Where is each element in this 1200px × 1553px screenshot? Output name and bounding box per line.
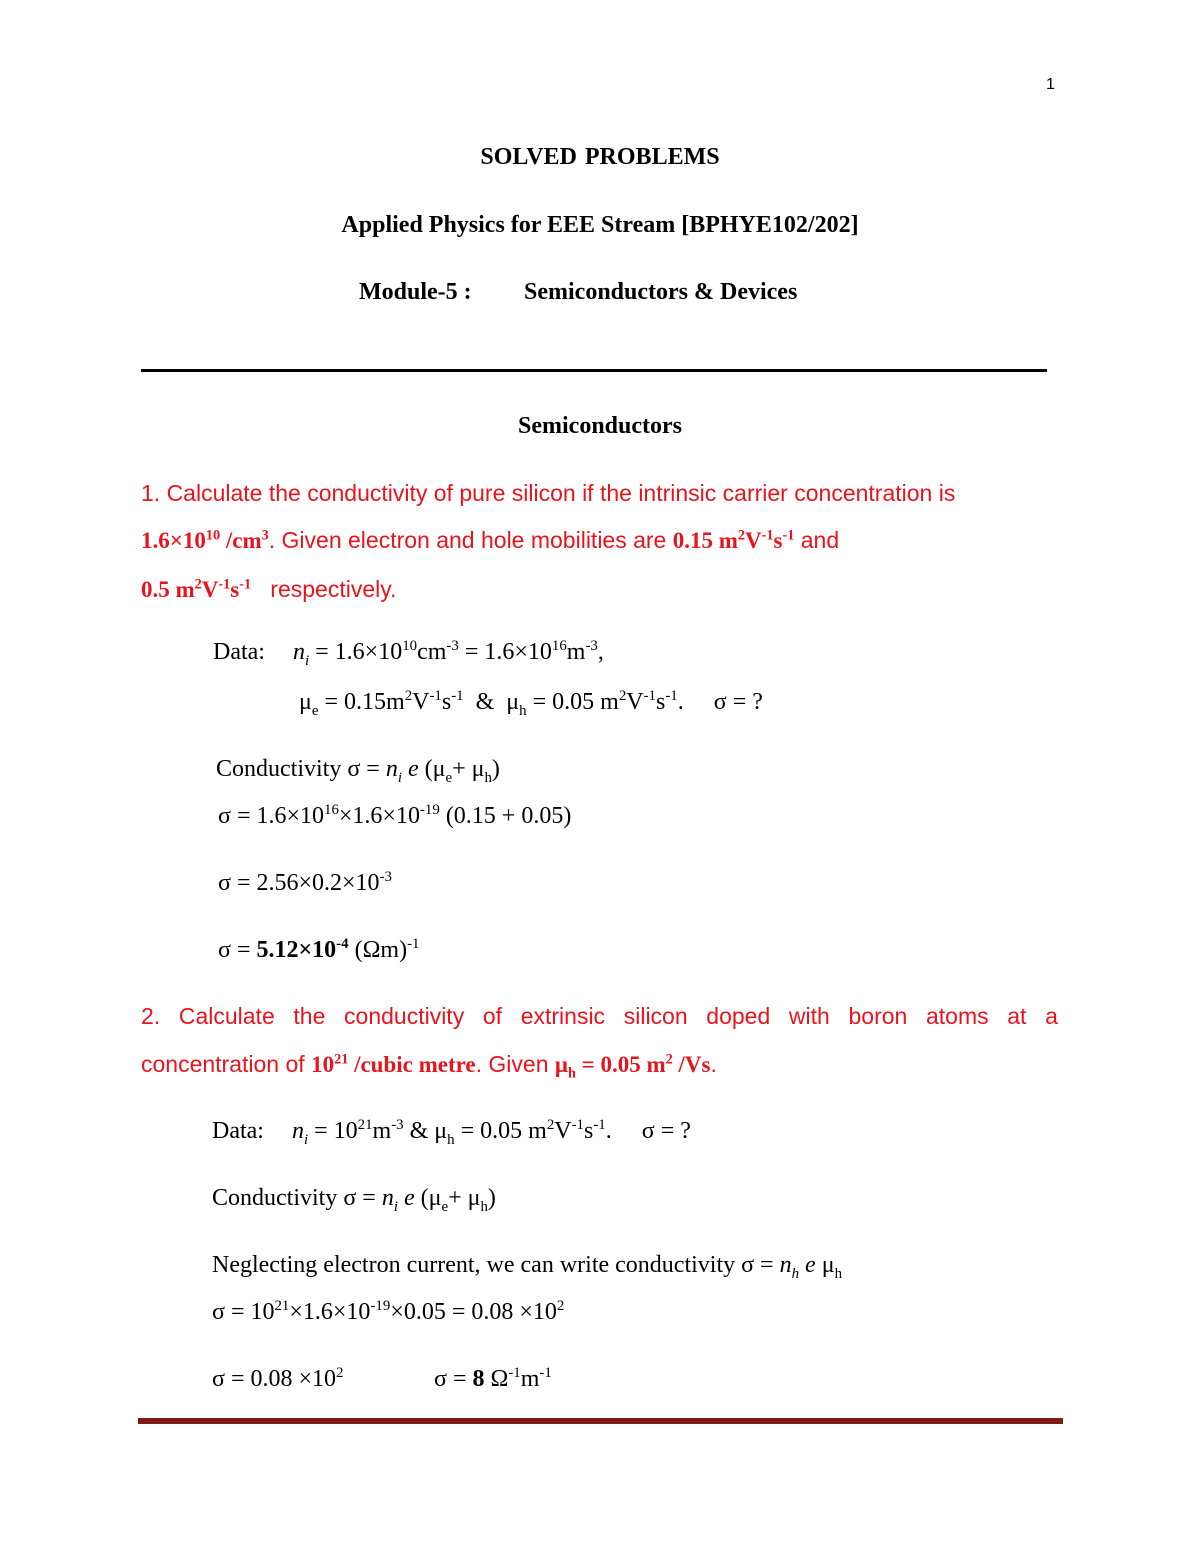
problem1-question-text: 1. Calculate the conductivity of pure silicon if the intrinsic carrier concentration is [141, 480, 956, 506]
problem2-step2a: $\sigma = 0.08 \times 10^2$ [212, 1365, 344, 1392]
problem2-question-line1 [141, 1003, 1058, 1030]
page-number: 1 [1046, 76, 1055, 93]
problem2-data-line: Data: $n_i = 10^{21}m^{-3}$ & $\mu_h = 0.05$ $m^2V^{-1}s^{-1}$. σ = ? [212, 1117, 691, 1148]
problem2-question-word: atoms [925, 1003, 989, 1029]
problem2-result: σ = 8 $\Omega^{-1}m^{-1}$ [434, 1365, 552, 1392]
problem2-question-word: extrinsic [520, 1003, 606, 1029]
problem1-data-line2: $\mu_e = 0.15m^2V^{-1}s^{-1}$ & $\mu_h = 0.05$ $m^2V^{-1}s^{-1}$. σ = ? [299, 688, 763, 719]
problem2-question-word: of [482, 1003, 503, 1029]
problem2-data-label: Data: [212, 1118, 264, 1144]
header-divider [141, 369, 1047, 372]
problem2-question-word: with [788, 1003, 830, 1029]
problem2-question-word: silicon [623, 1003, 688, 1029]
footer-bar [138, 1418, 1063, 1424]
problem2-sigma-unknown: σ = ? [641, 1118, 691, 1144]
problem2-question-word: the [293, 1003, 326, 1029]
problem1-step2: $\sigma = 2.56\times 0.2\times 10^{-3}$ [218, 869, 392, 896]
problem1-data-line1: Data: $n_i = 1.6\times 10^{10}cm^{-3} = 1.6\times 10^{16}m^{-3}$, [213, 638, 604, 669]
problem1-question-line2: $1.6\times 10^{10}$ $/cm^3$. Given electron and hole mobilities are 0.15 $m^2V^{-1}s^{-1}$ and [141, 527, 840, 553]
problem2-question-word: boron [848, 1003, 908, 1029]
problem2-step1: $\sigma = 10^{21}\times 1.6\times 10^{-19}\times 0.05 = 0.08 \times 10^2$ [212, 1298, 565, 1325]
problem1-conductivity-formula: Conductivity $\sigma = n_i$ e $(\mu_e+ \mu_h)$ [216, 756, 500, 786]
problem2-question-word: at [1007, 1003, 1027, 1029]
problem2-question-word: a [1045, 1003, 1058, 1029]
problem1-result: $\sigma = 5.12\times 10^{-4}$ $(\Omega m)^{-1}$ [218, 936, 420, 963]
module-name: Semiconductors & Devices [524, 279, 798, 305]
problem1-electron-mobility: 0.15 $m^2V^{-1}s^{-1}$ [672, 527, 795, 553]
problem2-question-word: conductivity [344, 1003, 465, 1029]
problem2-concentration: $10^{21}$ /cubic metre [311, 1051, 476, 1077]
problem1-sigma-unknown: σ = ? [713, 689, 763, 715]
problem2-question-word: doped [706, 1003, 771, 1029]
module-label: Module-5 : [359, 279, 472, 305]
problem1-question-line3: 0.5 $m^2V^{-1}s^{-1}$ respectively. [141, 576, 397, 602]
problem2-neglect-line: Neglecting electron current, we can write conductivity $\sigma = n_h$ e $\mu_h$ [212, 1252, 842, 1282]
problem1-step1: $\sigma = 1.6\times 10^{16}\times 1.6\times 10^{-19}$ (0.15 + 0.05) [218, 802, 572, 829]
problem2-conductivity-formula: Conductivity $\sigma = n_i$ e $(\mu_e+ \mu_h)$ [212, 1185, 496, 1215]
problem1-concentration: $1.6\times 10^{10}$ $/cm^3$ [141, 527, 269, 553]
problem1-hole-mobility: 0.5 $m^2V^{-1}s^{-1}$ [141, 576, 252, 602]
problem2-question-word: 2. [141, 1003, 161, 1029]
problem2-question-line2: concentration of $10^{21}$ /cubic metre. Given $\mu_h = 0.05$ $m^2$ /Vs. [141, 1051, 717, 1082]
course-title: Applied Physics for EEE Stream [BPHYE102/202] [341, 212, 859, 238]
problem1-question-line1 [141, 480, 955, 507]
problem1-data-label: Data: [213, 639, 265, 665]
problem2-hole-mobility: $\mu_h = 0.05$ $m^2$ /Vs [554, 1051, 711, 1082]
section-title: Semiconductors [518, 413, 682, 439]
document-title: SOLVED PROBLEMS [480, 144, 720, 170]
problem2-question-word: Calculate [178, 1003, 275, 1029]
